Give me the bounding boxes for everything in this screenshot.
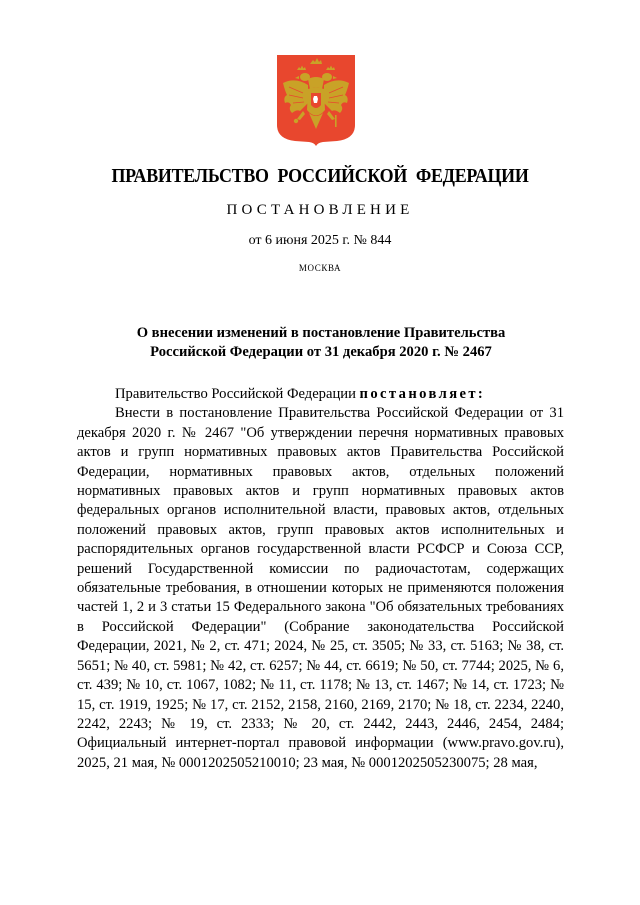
government-title: ПРАВИТЕЛЬСТВО РОССИЙСКОЙ ФЕДЕРАЦИИ: [111, 166, 529, 187]
document-date-number: от 6 июня 2025 г. № 844: [248, 233, 392, 248]
document-body: [77, 385, 564, 773]
subject-line-1: О внесении изменений в постановление Правительства: [136, 325, 506, 341]
main-paragraph: Внести в постановление Правительства Российской Федерации от 31 декабря 2020 г. № 2467 "Об утверждении перечня нормативных правовых актов и групп нормативных правовых актов Правительства Российской Федерации, нормативных правовых актов, отдельных положений нормативных правовых актов и групп нормативных правовых актов федеральных органов исполнительной власти, правовых актов, отдельных положений правовых актов, групп правовых актов исполнительных и распорядительных органов государственной власти РСФСР и Союза ССР, решений Государственной комиссии по радиочастотам, содержащих обязательные требования, в отношении которых не применяются положения частей 1, 2 и 3 статьи 15 Федерального закона "Об обязательных требованиях в Российской Федерации" (Собрание законодательства Российской Федерации, 2021, № 2, ст. 471; 2024, № 25, ст. 3505; № 33, ст. 5163; № 38, ст. 5651; № 40, ст. 5981; № 42, ст. 6257; № 44, ст. 6619; № 50, ст. 7744; 2025, № 6, ст. 439; № 10, ст. 1067, 1082; № 11, ст. 1178; № 13, ст. 1467; № 14, ст. 1723; № 15, ст. 1919, 1925; № 17, ст. 2152, 2158, 2160, 2169, 2170; № 18, ст. 2234, 2240, 2242, 2243; № 19, ст. 2333; № 20, ст. 2442, 2443, 2446, 2454, 2484; Официальный интернет-портал правовой информации (www.pravo.gov.ru), 2025, 21 мая, № 0001202505210010; 23 мая, № 0001202505230075; 28 мая,: [77, 405, 564, 771]
decree-word: постановляет:: [359, 386, 486, 402]
decree-intro: Правительство Российской Федерации: [115, 386, 360, 402]
coat-of-arms-emblem: [275, 55, 357, 146]
decree-statement: [77, 385, 564, 404]
document-city: МОСКВА: [298, 263, 342, 273]
document-type: ПОСТАНОВЛЕНИЕ: [226, 202, 414, 218]
subject-line-2: Российской Федерации от 31 декабря 2020 г. № 2467: [150, 344, 492, 360]
document-subject: [80, 324, 562, 362]
